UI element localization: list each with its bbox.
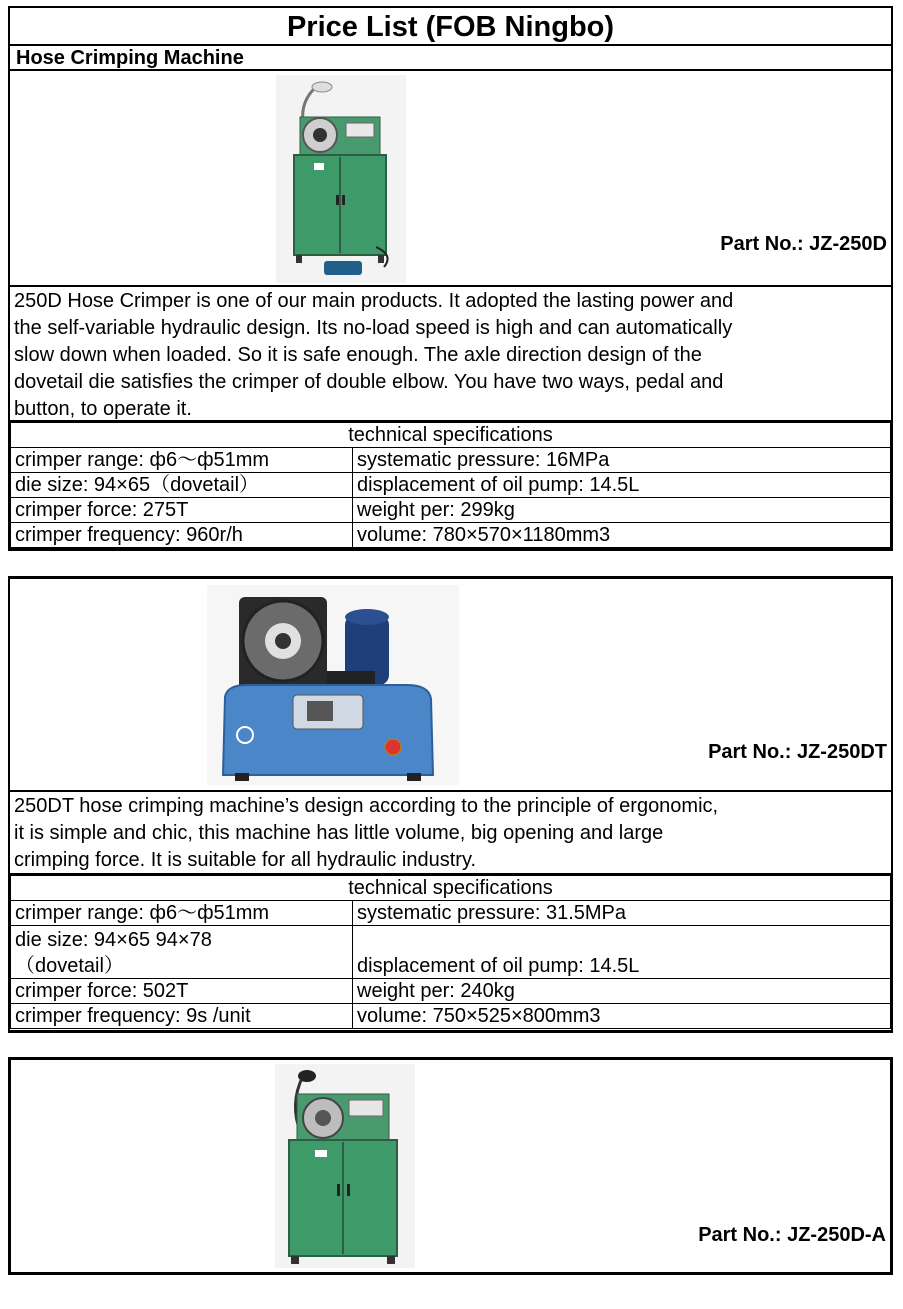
spec-cell: crimper frequency: 960r/h bbox=[11, 523, 353, 548]
spec-cell: volume: 750×525×800mm3 bbox=[353, 1004, 891, 1029]
product-2-machine-image bbox=[207, 585, 459, 785]
product-3-part-number: Part No.: JZ-250D-A bbox=[698, 1224, 886, 1246]
spec-cell: volume: 780×570×1180mm3 bbox=[353, 523, 891, 548]
spec-cell: systematic pressure: 31.5MPa bbox=[353, 901, 891, 926]
description-line: the self-variable hydraulic design. Its no-load speed is high and can automatically bbox=[14, 317, 733, 339]
product-2-spec-table bbox=[8, 873, 893, 1033]
page-title: Price List (FOB Ningbo) bbox=[8, 6, 893, 44]
product-1-description bbox=[8, 287, 893, 422]
description-line: button, to operate it. bbox=[14, 398, 192, 420]
spec-cell: die size: 94×65（dovetail） bbox=[11, 473, 353, 498]
spec-cell: crimper force: 275T bbox=[11, 498, 353, 523]
description-line: slow down when loaded. So it is safe enough. The axle direction design of the bbox=[14, 344, 702, 366]
spec-cell: weight per: 240kg bbox=[353, 979, 891, 1004]
description-line: dovetail die satisfies the crimper of double elbow. You have two ways, pedal and bbox=[14, 371, 724, 393]
description-line: 250DT hose crimping machine’s design according to the principle of ergonomic, bbox=[14, 795, 719, 817]
specs-header: technical specifications bbox=[11, 423, 891, 448]
description-line: it is simple and chic, this machine has little volume, big opening and large bbox=[14, 822, 664, 844]
product-2-description bbox=[8, 792, 893, 874]
product-1-machine-image bbox=[276, 75, 406, 283]
product-3-image-panel bbox=[8, 1057, 893, 1275]
specs-header: technical specifications bbox=[11, 876, 891, 901]
section-title: Hose Crimping Machine bbox=[8, 44, 893, 71]
product-2-image-panel bbox=[8, 576, 893, 792]
description-line: 250D Hose Crimper is one of our main products. It adopted the lasting power and bbox=[14, 290, 734, 312]
product-3-machine-image bbox=[275, 1064, 415, 1268]
spec-cell: crimper frequency: 9s /unit bbox=[11, 1004, 353, 1029]
product-1-part-number: Part No.: JZ-250D bbox=[720, 233, 887, 255]
spec-cell: crimper range: ф6～ф51mm bbox=[11, 448, 353, 473]
spec-cell: crimper force: 502T bbox=[11, 979, 353, 1004]
spec-cell: displacement of oil pump: 14.5L bbox=[353, 926, 891, 979]
product-1-image-panel bbox=[8, 71, 893, 287]
spec-cell: crimper range: ф6～ф51mm bbox=[11, 901, 353, 926]
product-2-part-number: Part No.: JZ-250DT bbox=[708, 741, 887, 763]
spec-cell: systematic pressure: 16MPa bbox=[353, 448, 891, 473]
product-1-spec-table bbox=[8, 420, 893, 551]
description-line: crimping force. It is suitable for all hydraulic industry. bbox=[14, 849, 477, 871]
spec-cell: weight per: 299kg bbox=[353, 498, 891, 523]
spec-cell: die size: 94×65 94×78 bbox=[11, 926, 353, 953]
spec-cell: displacement of oil pump: 14.5L bbox=[353, 473, 891, 498]
spec-cell: （dovetail） bbox=[11, 952, 353, 979]
